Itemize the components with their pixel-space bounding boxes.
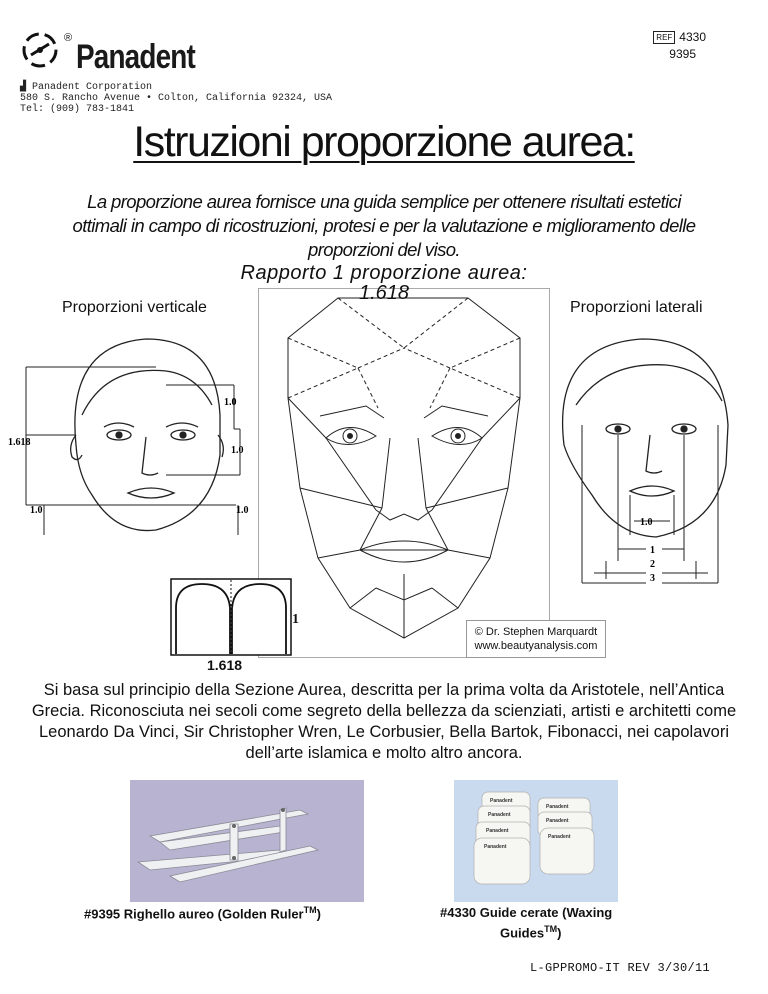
wax-label-6: Panadent <box>546 818 569 824</box>
wax-label-3: Panadent <box>486 828 509 834</box>
ldim-n2: 2 <box>650 559 655 570</box>
ref-code-1: 4330 <box>679 30 706 44</box>
credit-line-2: www.beautyanalysis.com <box>474 640 598 652</box>
intro-text: La proporzione aurea fornisce una guida semplice per ottenere risultati estetici ottimali in campo di ricostruzioni, protesi e per la valutazione e miglioramento delle proporzioni del viso. <box>72 191 696 260</box>
brand-name: Panadent <box>76 38 195 76</box>
wax-label-7: Panadent <box>548 834 571 840</box>
ldim-n1: 1 <box>650 545 655 556</box>
brand-logo <box>18 20 238 80</box>
company-line: ▟ Panadent Corporation <box>20 82 153 93</box>
ldim-n3: 3 <box>650 573 655 584</box>
ratio-label: Rapporto 1 proporzione aurea: <box>240 262 528 284</box>
wax-label-5: Panadent <box>546 804 569 810</box>
ratio-value: 1.618 <box>358 282 410 304</box>
wax-label-4: Panadent <box>484 844 507 850</box>
panadent-logo-icon <box>18 26 66 70</box>
vdim-b: 1.618 <box>8 437 31 448</box>
vertical-proportions-face-illustration <box>6 325 254 545</box>
golden-ruler-photo <box>130 780 364 902</box>
teeth-height-label: 1 <box>292 612 299 627</box>
vertical-proportions-label: Proporzioni verticale <box>62 299 207 316</box>
ruler-tm: TM <box>303 905 317 915</box>
credit-line-1: © Dr. Stephen Marquardt <box>474 626 598 638</box>
vdim-e: 1.0 <box>236 505 249 516</box>
wax-label-2: Panadent <box>488 812 511 818</box>
phone-line: Tel: (909) 783-1841 <box>20 104 135 115</box>
copyright-credit <box>466 620 606 658</box>
vdim-d: 1.0 <box>30 505 43 516</box>
ref-code-2: 9395 <box>669 47 696 61</box>
address-line: 580 S. Rancho Avenue • Colton, California 92324, USA <box>20 93 333 104</box>
vdim-a: 1.0 <box>224 397 237 408</box>
guides-caption: #4330 Guide cerate (Waxing Guides™) <box>440 905 613 941</box>
central-incisors-illustration <box>170 578 294 658</box>
ldim-a: 1.0 <box>640 517 653 528</box>
guides-tm: TM <box>544 924 558 934</box>
golden-mask-face-illustration <box>258 288 550 658</box>
lateral-proportions-face-illustration <box>546 325 756 595</box>
ref-badge: REF <box>653 31 675 44</box>
document-code: L-GPPROMO-IT REV 3/30/11 <box>529 961 710 975</box>
company-address <box>20 82 332 115</box>
lateral-proportions-label: Proporzioni laterali <box>570 299 703 316</box>
waxing-guides-photo <box>454 780 618 902</box>
registered-mark: ® <box>64 32 73 44</box>
teeth-width-label: 1.618 <box>207 657 243 673</box>
page-title: Istruzioni proporzione aurea: <box>133 118 635 166</box>
ruler-caption: #9395 Righello aureo (Golden Ruler™) <box>84 905 321 922</box>
small-logo-icon: ▟ <box>20 82 33 93</box>
ref-code <box>653 30 706 44</box>
body-paragraph: Si basa sul principio della Sezione Aurea, descritta per la prima volta da Aristotele, nell’Antica Grecia. Riconosciuta nei secoli come segreto della bellezza da scienziati, artisti e architetti come Leonardo Da Vinci, Sir Christopher Wren, Le Corbusier, Bella Bartok, Fibonacci, nei capolavori dell’arte islamica e molto altro ancora. <box>31 681 737 762</box>
vdim-c: 1.0 <box>231 445 244 456</box>
wax-label-1: Panadent <box>490 798 513 804</box>
